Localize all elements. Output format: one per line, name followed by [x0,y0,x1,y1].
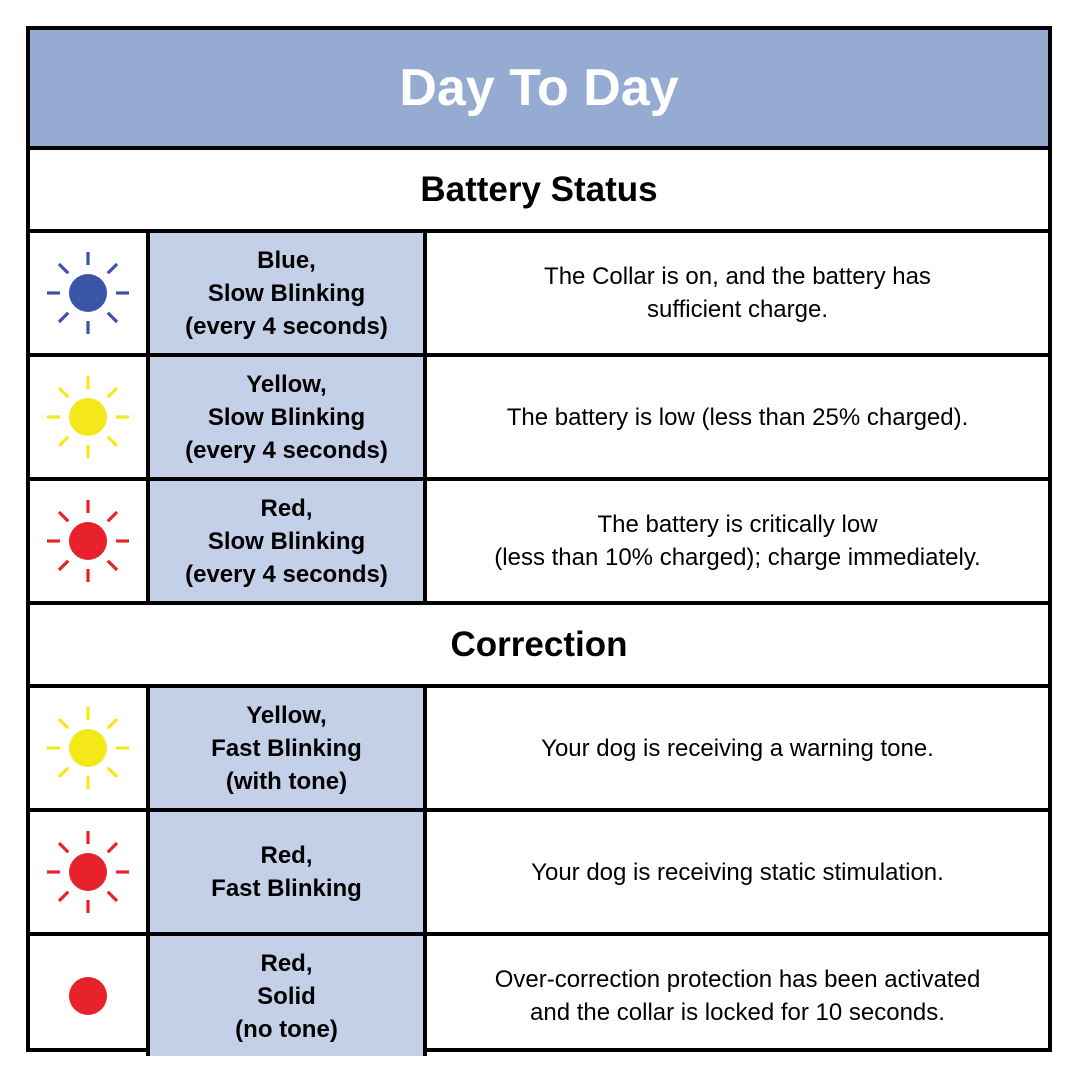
light-description [427,233,1048,353]
light-description-line: The battery is critically low [597,511,878,538]
table-row [30,936,1048,1056]
light-ray [108,768,117,777]
light-state-line: Fast Blinking [211,734,362,762]
light-state [150,481,423,601]
yellow-blinking-light-icon [43,703,133,793]
indicator-cell [30,688,146,808]
light-ray [108,892,117,901]
red-blinking-light-icon [43,827,133,917]
light-state [150,936,423,1056]
indicator-cell [30,936,146,1056]
light-ray [59,843,68,852]
table-row [30,481,1048,601]
light-description-line: and the collar is locked for 10 seconds. [530,999,945,1026]
light-ray [59,768,68,777]
yellow-blinking-light-icon [43,372,133,462]
light-ray [59,264,68,273]
light-ray [108,843,117,852]
light-dot [69,853,107,891]
light-state-line: Slow Blinking [207,279,366,307]
light-ray [59,388,68,397]
blue-blinking-light-icon [43,248,133,338]
light-description-line: Your dog is receiving a warning tone. [541,734,934,762]
light-state-line: Red, [260,949,313,977]
table-row [30,357,1048,477]
light-dot [69,398,107,436]
light-description-line: sufficient charge. [647,296,828,323]
indicator-cell [30,357,146,477]
light-description [427,357,1048,477]
light-state-line: Blue, [257,246,316,274]
light-description [427,688,1048,808]
light-ray [108,264,117,273]
light-state-line: (every 4 seconds) [185,312,388,340]
table-row [30,233,1048,353]
indicator-cell [30,233,146,353]
indicator-cell [30,481,146,601]
light-state [150,812,423,932]
light-state-line: Yellow, [246,701,327,729]
light-state-line: Red, [260,494,313,522]
light-description-line: Your dog is receiving static stimulation. [531,858,944,886]
indicator-cell [30,812,146,932]
status-table [26,26,1052,1052]
light-state [150,233,423,353]
light-state-line: Yellow, [246,370,327,398]
light-state-line: Fast Blinking [211,875,362,902]
section-heading: Battery Status [30,150,1048,229]
light-dot [69,729,107,767]
light-state-line: Solid [257,982,316,1010]
light-state-line: Slow Blinking [207,403,366,431]
light-description-line: Over-correction protection has been activated [494,966,981,993]
light-dot [69,274,107,312]
light-state-line: Slow Blinking [207,527,366,555]
light-state-line: (with tone) [225,767,348,795]
light-state-line: Red, [260,842,313,869]
light-dot [69,522,107,560]
light-dot [69,977,107,1015]
light-ray [59,512,68,521]
light-ray [108,561,117,570]
light-ray [59,561,68,570]
section-heading: Correction [30,605,1048,684]
light-description-line: The Collar is on, and the battery has [544,263,931,290]
light-ray [108,313,117,322]
light-ray [59,437,68,446]
light-description-line: The battery is low (less than 25% charged). [506,403,969,431]
light-description [427,481,1048,601]
light-state [150,357,423,477]
light-description-line: (less than 10% charged); charge immediately. [494,544,981,571]
light-state-line: (every 4 seconds) [185,436,388,464]
red-solid-light-icon [43,951,133,1041]
light-description [427,812,1048,932]
light-description [427,936,1048,1056]
light-ray [108,388,117,397]
light-ray [108,437,117,446]
light-state-line: (no tone) [235,1015,338,1043]
red-blinking-light-icon [43,496,133,586]
light-ray [59,719,68,728]
light-state [150,688,423,808]
page-title: Day To Day [30,30,1048,146]
light-ray [59,892,68,901]
table-row [30,688,1048,808]
light-ray [59,313,68,322]
light-ray [108,512,117,521]
light-state-line: (every 4 seconds) [185,560,388,588]
light-ray [108,719,117,728]
table-row [30,812,1048,932]
